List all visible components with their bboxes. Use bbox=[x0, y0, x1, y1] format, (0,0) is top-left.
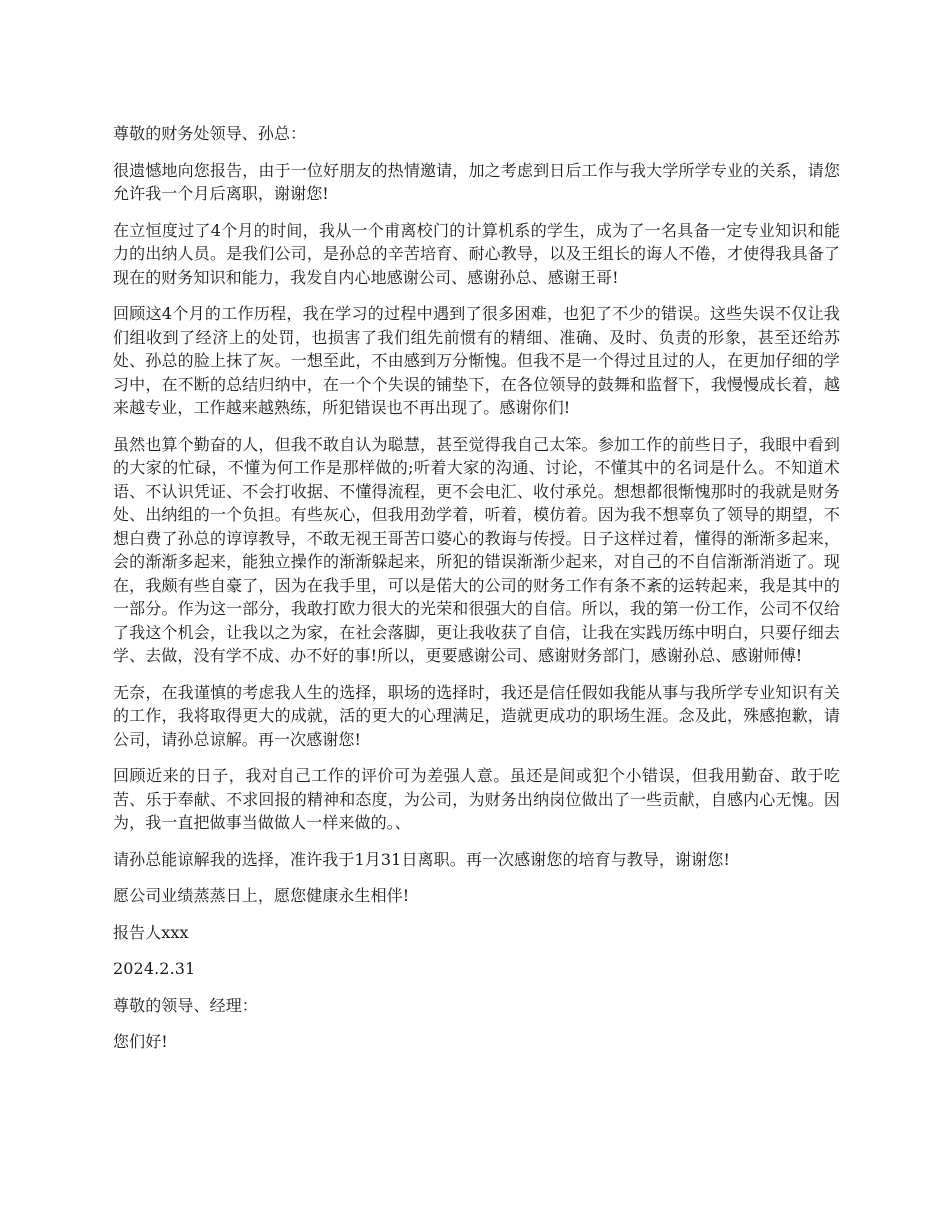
paragraph-2: 在立恒度过了4个月的时间，我从一个甫离校门的计算机系的学生，成为了一名具备一定专业知识和能力的出纳人员。是我们公司，是孙总的辛苦培育、耐心教导，以及王组长的诲人不倦，才使得我具备了现在的财务知识和能力，我发自内心地感谢公司、感谢孙总、感谢王哥! bbox=[113, 220, 840, 287]
greeting: 尊敬的财务处领导、孙总： bbox=[113, 124, 307, 143]
second-greeting: 尊敬的领导、经理： bbox=[113, 995, 258, 1015]
paragraph-8: 愿公司业绩蒸蒸日上，愿您健康永生相伴! bbox=[113, 886, 410, 905]
salutation: 您们好! bbox=[113, 1032, 168, 1051]
paragraph-3: 回顾这4个月的工作历程，我在学习的过程中遇到了很多困难，也犯了不少的错误。这些失误不仅让我们组收到了经济上的处罚，也损害了我们组先前惯有的精细、准确、及时、负责的形象，甚至还给苏处、孙总的脸上抹了灰。一想至此，不由感到万分惭愧。但我不是一个得过且过的人，在更加仔细的学习中，在不断的总结归纳中，在一个个失误的铺垫下，在各位领导的鼓舞和监督下，我慢慢成长着，越来越专业，工作越来越熟练，所犯错误也不再出现了。感谢你们! bbox=[113, 304, 840, 417]
document-body bbox=[113, 122, 840, 1067]
paragraph-6: 回顾近来的日子，我对自己工作的评价可为差强人意。虽还是间或犯个小错误，但我用勤奋、敢于吃苦、乐于奉献、不求回报的精神和态度，为公司，为财务出纳岗位做出了一些贡献，自感内心无愧。因为，我一直把做事当做做人一样来做的。、 bbox=[113, 766, 840, 832]
paragraph-4: 虽然也算个勤奋的人，但我不敢自认为聪慧，甚至觉得我自己太笨。参加工作的前些日子，我眼中看到的大家的忙碌，不懂为何工作是那样做的;听着大家的沟通、讨论，不懂其中的名词是什么。不知道术语、不认识凭证、不会打收据、不懂得流程，更不会电汇、收付承兑。想想都很惭愧那时的我就是财务处、出纳组的一个负担。有些灰心，但我用劲学着，听着，模仿着。因为我不想辜负了领导的期望，不想白费了孙总的谆谆教导，不敢无视王哥苦口婆心的教诲与传授。日子这样过着，懂得的渐渐多起来，会的渐渐多起来，能独立操作的渐渐躲起来，所犯的错误渐渐少起来，对自己的不自信渐渐消逝了。现在，我颇有些自豪了，因为在我手里，可以是偌大的公司的财务工作有条不紊的运转起来，我是其中的一部分。作为这一部分，我敢打欧力很大的光荣和很强大的自信。所以，我的第一份工作，公司不仅给了我这个机会，让我以之为家，在社会落脚，更让我收获了自信，让我在实践历练中明白，只要仔细去学、去做，没有学不成、办不好的事!所以，更要感谢公司、感谢财务部门，感谢孙总、感谢师傅! bbox=[113, 434, 840, 665]
paragraph-1: 很遗憾地向您报告，由于一位好朋友的热情邀请，加之考虑到日后工作与我大学所学专业的关系，请您允许我一个月后离职，谢谢您! bbox=[113, 160, 840, 203]
paragraph-5: 无奈，在我谨慎的考虑我人生的选择，职场的选择时，我还是信任假如我能从事与我所学专业知识有关的工作，我将取得更大的成就，活的更大的心理满足，造就更成功的职场生涯。念及此，殊感抱歉，请公司，请孙总谅解。再一次感谢您! bbox=[113, 682, 840, 749]
date: 2024.2.31 bbox=[113, 959, 196, 978]
paragraph-7: 请孙总能谅解我的选择，准许我于1月31日离职。再一次感谢您的培育与教导，谢谢您! bbox=[113, 849, 730, 869]
signature: 报告人xxx bbox=[113, 922, 189, 942]
